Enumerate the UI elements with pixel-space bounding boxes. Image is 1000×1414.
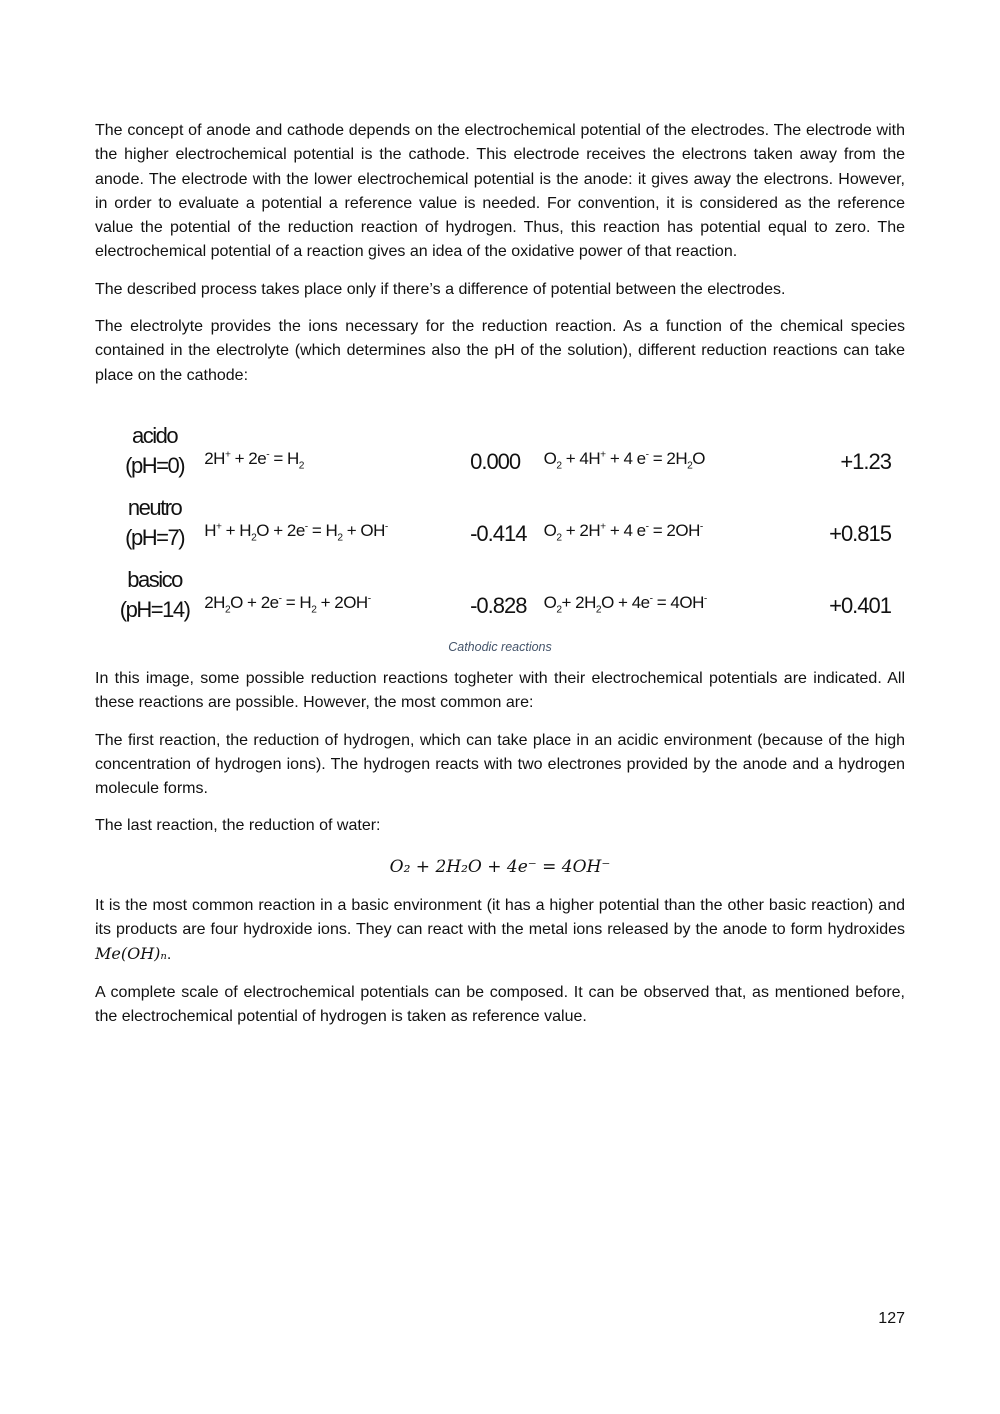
reduction-equation-1: $2H^+ + 2e^- = H_2$ xyxy=(204,448,304,472)
environment-name: basico xyxy=(127,566,182,592)
page-body xyxy=(95,119,905,1029)
paragraph-image-description: In this image, some possible reduction reactions togheter with their electrochemical potentials are indicated. All these reactions are possible. However, the most common are: xyxy=(95,669,905,712)
environment-label xyxy=(105,481,204,553)
environment-name: acido xyxy=(132,422,178,448)
figure-caption: Cathodic reactions xyxy=(448,639,552,654)
page-number: 127 xyxy=(878,1310,905,1327)
cathodic-reactions-figure xyxy=(95,401,905,629)
potential-value-2: +1.23 xyxy=(840,448,891,474)
reduction-equation-2: $O_2+ 2H_2O + 4e^- = 4OH^-$ xyxy=(543,592,707,616)
paragraph-hydroxide: It is the most common reaction in a basic environment (it has a higher potential than the other basic reaction) and its products are four hydroxide ions. They can react with the metal ions released by the anode to form hydroxides Me(OH)ₙ. xyxy=(95,896,905,964)
hydroxide-formula: Me(OH)ₙ xyxy=(95,944,167,964)
reaction-row-neutro xyxy=(105,481,905,553)
reduction-equation-1: $H^+ + H_2O + 2e^- = H_2 + OH^-$ xyxy=(204,520,388,544)
environment-ph: (pH=0) xyxy=(125,452,185,478)
water-reduction-equation: O₂ + 2H₂O + 4e⁻ = 4OH⁻ xyxy=(389,856,611,877)
reduction-equation-1: $2H_2O + 2e^- = H_2 + 2OH^-$ xyxy=(204,592,371,616)
potential-value-1: 0.000 xyxy=(470,448,521,474)
paragraph-potential-difference: The described process takes place only if there’s a difference of potential between the electrodes. xyxy=(95,280,786,298)
paragraph-potential-scale: A complete scale of electrochemical potentials can be composed. It can be observed that, as mentioned before, the electrochemical potential of hydrogen is taken as reference value. xyxy=(95,983,905,1025)
potential-value-1: -0.828 xyxy=(470,592,527,618)
environment-ph: (pH=7) xyxy=(125,524,185,550)
potential-value-2: +0.815 xyxy=(829,520,891,546)
reactions-table xyxy=(105,409,905,625)
paragraph-anode-cathode: The concept of anode and cathode depends on the electrochemical potential of the electrodes. The electrode with the higher electrochemical potential is the cathode. This electrode receives the electrons taken away from the anode. The electrode with the lower electrochemical potential is the anode: it gives away the electrons. However, in order to evaluate a potential a reference value is needed. For convention, it is considered as the reference value the potential of the reduction reaction of hydrogen. Thus, this reaction has potential equal to zero. The electrochemical potential of a reaction gives an idea of the oxidative power of that reaction. xyxy=(95,122,905,261)
paragraph-last-reaction: The last reaction, the reduction of water: xyxy=(95,817,381,835)
reaction-row-acido xyxy=(105,409,905,481)
reduction-equation-2: $O_2 + 4H^+ + 4$ $e^- = 2H_2O$ xyxy=(543,448,706,472)
environment-ph: (pH=14) xyxy=(119,596,190,622)
environment-label xyxy=(105,409,204,481)
potential-value-1: -0.414 xyxy=(470,520,527,546)
paragraph-electrolyte: The electrolyte provides the ions necessary for the reduction reaction. As a function of the chemical species contained in the electrolyte (which determines also the pH of the solution), different reduction reactions can take place on the cathode: xyxy=(95,318,905,384)
paragraph-first-reaction: The first reaction, the reduction of hydrogen, which can take place in an acidic environment (because of the high concentration of hydrogen ions). The hydrogen reacts with two electrones provided by the anode and a hydrogen molecule forms. xyxy=(95,731,905,798)
reaction-row-basico xyxy=(105,553,905,625)
environment-label xyxy=(105,553,204,625)
potential-value-2: +0.401 xyxy=(829,592,891,618)
reduction-equation-2: $O_2 + 2H^+ + 4$ e- = 2OH- xyxy=(543,520,703,544)
environment-name: neutro xyxy=(127,494,182,520)
